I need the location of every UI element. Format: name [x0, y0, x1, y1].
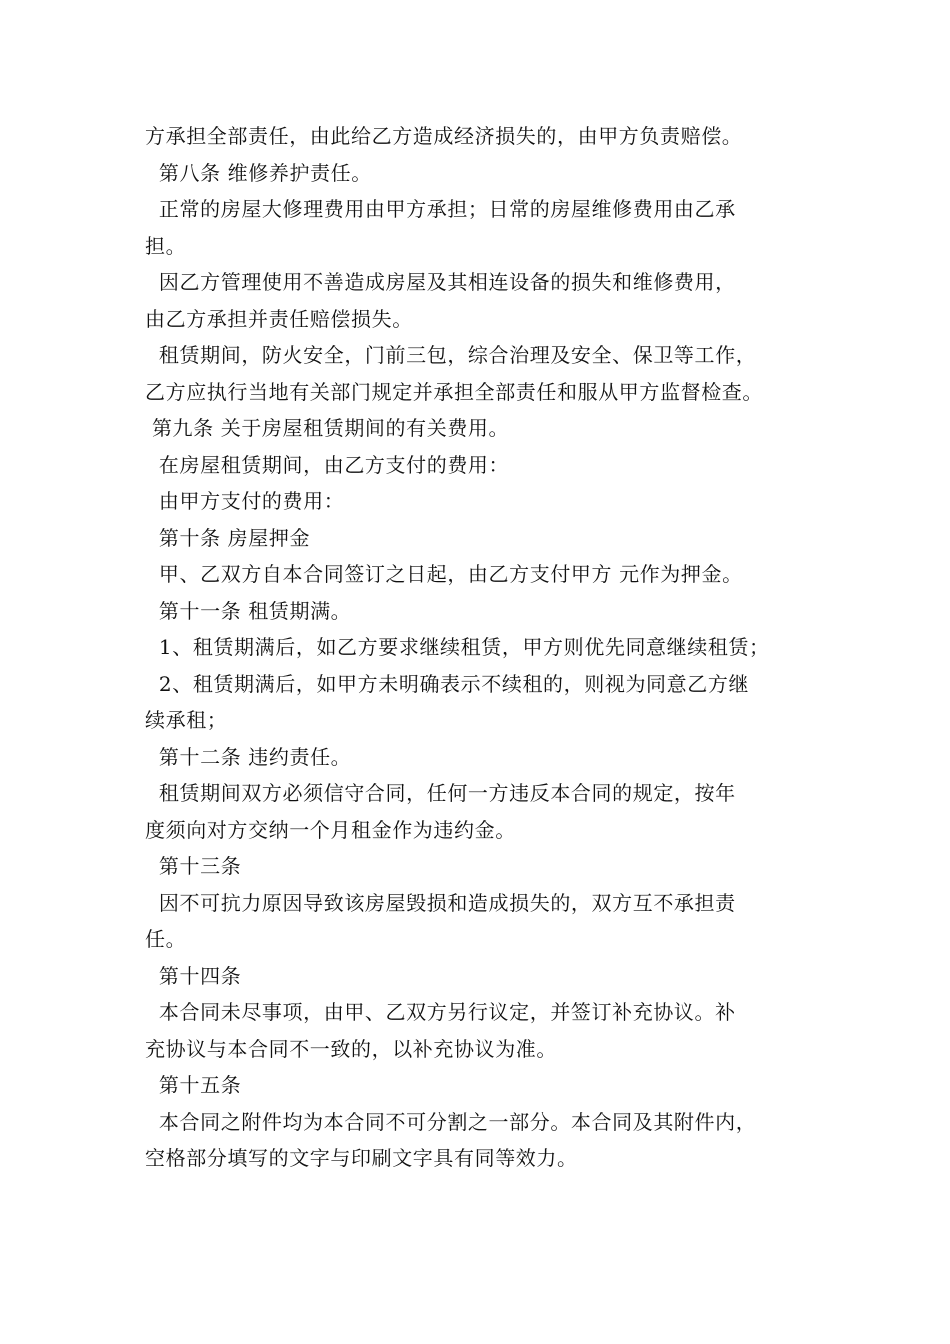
article-heading: 第十二条 违约责任。	[145, 744, 352, 769]
text-line: 由甲方支付的费用：	[145, 489, 345, 513]
text-line: 在房屋租赁期间，由乙方支付的费用：	[145, 452, 510, 477]
text-line: 充协议与本合同不一致的，以补充协议为准。	[145, 1036, 557, 1061]
article-heading: 第十四条	[145, 963, 242, 988]
text-line: 度须向对方交纳一个月租金作为违约金。	[145, 817, 516, 842]
text-line: 由乙方承担并责任赔偿损失。	[145, 306, 413, 331]
text-line: 空格部分填写的文字与印刷文字具有同等效力。	[145, 1146, 578, 1170]
list-item: 2、租赁期满后，如甲方未明确表示不续租的，则视为同意乙方继	[145, 671, 750, 696]
text-line: 本合同未尽事项，由甲、乙双方另行议定，并签订补充协议。补	[145, 1000, 736, 1024]
text-line: 因乙方管理使用不善造成房屋及其相连设备的损失和维修费用，	[145, 270, 736, 294]
text-line: 本合同之附件均为本合同不可分割之一部分。本合同及其附件内，	[145, 1109, 757, 1134]
text-line: 租赁期间双方必须信守合同，任何一方违反本合同的规定，按年	[145, 781, 736, 805]
article-heading: 第十一条 租赁期满。	[145, 598, 352, 623]
article-heading: 第十条 房屋押金	[145, 525, 311, 550]
text-line: 正常的房屋大修理费用由甲方承担；日常的房屋维修费用由乙承	[145, 197, 736, 221]
text-line: 租赁期间，防火安全，门前三包，综合治理及安全、保卫等工作，	[145, 343, 757, 367]
text-line: 因不可抗力原因导致该房屋毁损和造成损失的，双方互不承担责	[145, 890, 736, 915]
article-heading: 第十三条	[145, 854, 242, 878]
article-heading: 第九条 关于房屋租赁期间的有关费用。	[145, 416, 510, 440]
text-line: 甲、乙双方自本合同签订之日起，由乙方支付甲方 元作为押金。	[145, 562, 743, 586]
text-line: 任。	[145, 927, 187, 951]
list-item: 1、租赁期满后，如乙方要求继续租赁，甲方则优先同意继续租赁；	[145, 635, 770, 659]
article-heading: 第八条 维修养护责任。	[145, 160, 372, 185]
article-heading: 第十五条	[145, 1073, 242, 1097]
text-line: 担。	[145, 233, 187, 258]
contract-text	[145, 118, 810, 1177]
text-line: 方承担全部责任，由此给乙方造成经济损失的，由甲方负责赔偿。	[145, 124, 743, 148]
text-line: 乙方应执行当地有关部门规定并承担全部责任和服从甲方监督检查。	[145, 379, 763, 404]
text-line: 续承租；	[145, 708, 228, 732]
